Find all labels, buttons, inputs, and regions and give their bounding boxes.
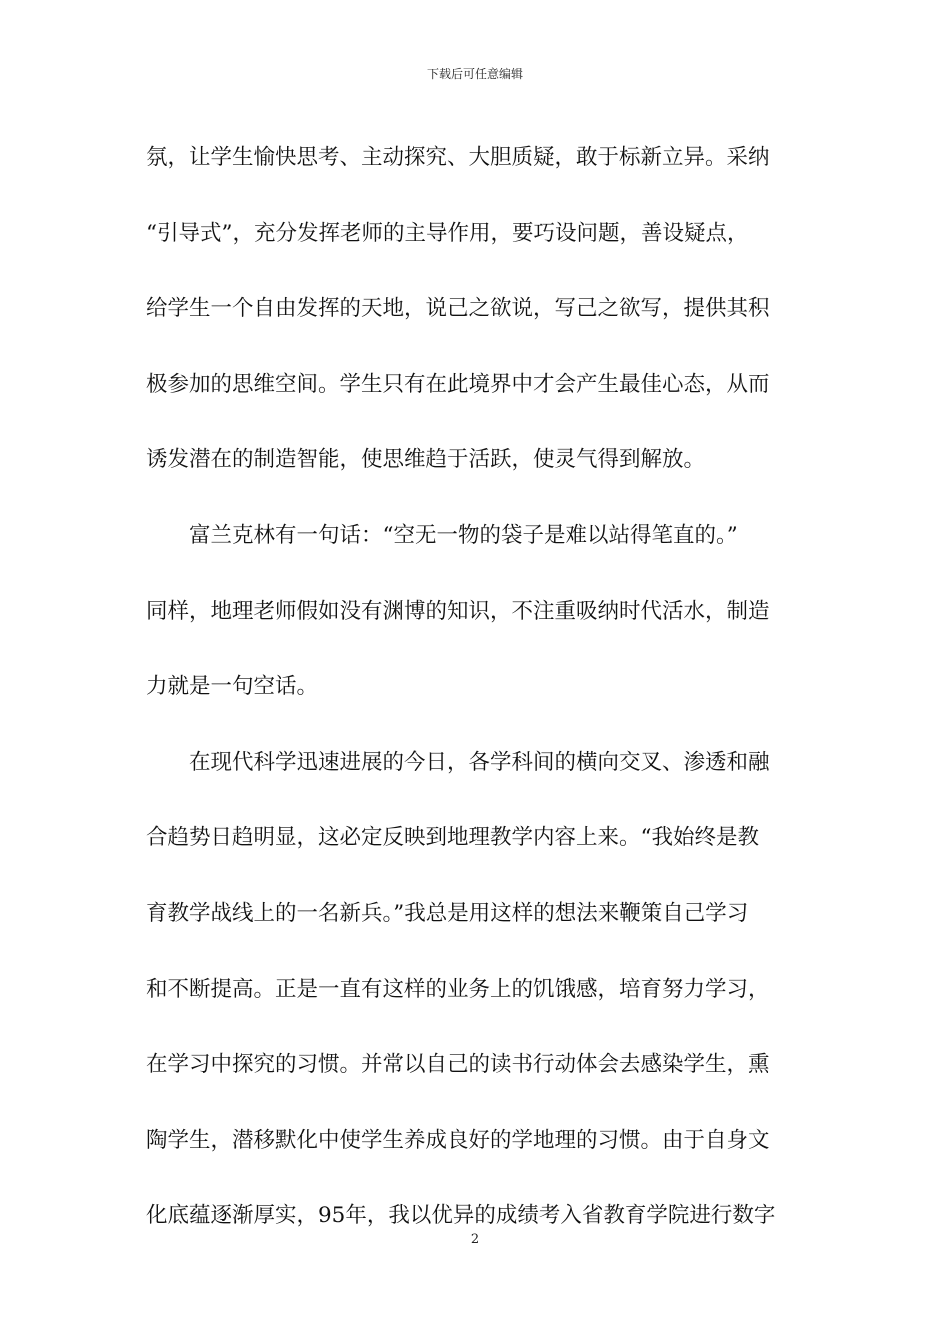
text-line: 化底蕴逐渐厚实，95年，我以优异的成绩考入省教育学院进行数字 <box>146 1203 776 1229</box>
text-line: “引导式”，充分发挥老师的主导作用，要巧设问题，善设疑点， <box>146 220 749 246</box>
text-line: 合趋势日趋明显，这必定反映到地理教学内容上来。“我始终是教 <box>146 825 759 851</box>
page-header: 下载后可任意编辑 <box>426 67 523 81</box>
text-line: 给学生一个自由发挥的天地，说己之欲说，写己之欲写，提供其积 <box>146 296 770 322</box>
paragraph-start-line: 富兰克林有一句话：“空无一物的袋子是难以站得笔直的。” <box>189 522 738 548</box>
text-line: 极参加的思维空间。学生只有在此境界中才会产生最佳心态，从而 <box>146 371 770 397</box>
text-line: 氛，让学生愉快思考、主动探究、大胆质疑，敢于标新立异。采纳 <box>146 145 770 170</box>
text-line: 在学习中探究的习惯。并常以自己的读书行动体会去感染学生，熏 <box>146 1052 770 1078</box>
document-body <box>146 126 806 1260</box>
text-line: 和不断提高。正是一直有这样的业务上的饥饿感，培育努力学习， <box>146 976 770 1002</box>
text-line: 陶学生，潜移默化中使学生养成良好的学地理的习惯。由于自身文 <box>146 1127 770 1153</box>
text-line: 育教学战线上的一名新兵。”我总是用这样的想法来鞭策自己学习 <box>146 900 749 926</box>
page-number: 2 <box>470 1232 480 1247</box>
text-line: 诱发潜在的制造智能，使思维趋于活跃，使灵气得到解放。 <box>146 447 706 473</box>
text-line: 同样，地理老师假如没有渊博的知识，不注重吸纳时代活水，制造 <box>146 598 770 624</box>
text-line: 力就是一句空话。 <box>146 674 319 700</box>
paragraph-start-line: 在现代科学迅速进展的今日，各学科间的横向交叉、渗透和融 <box>189 749 770 775</box>
